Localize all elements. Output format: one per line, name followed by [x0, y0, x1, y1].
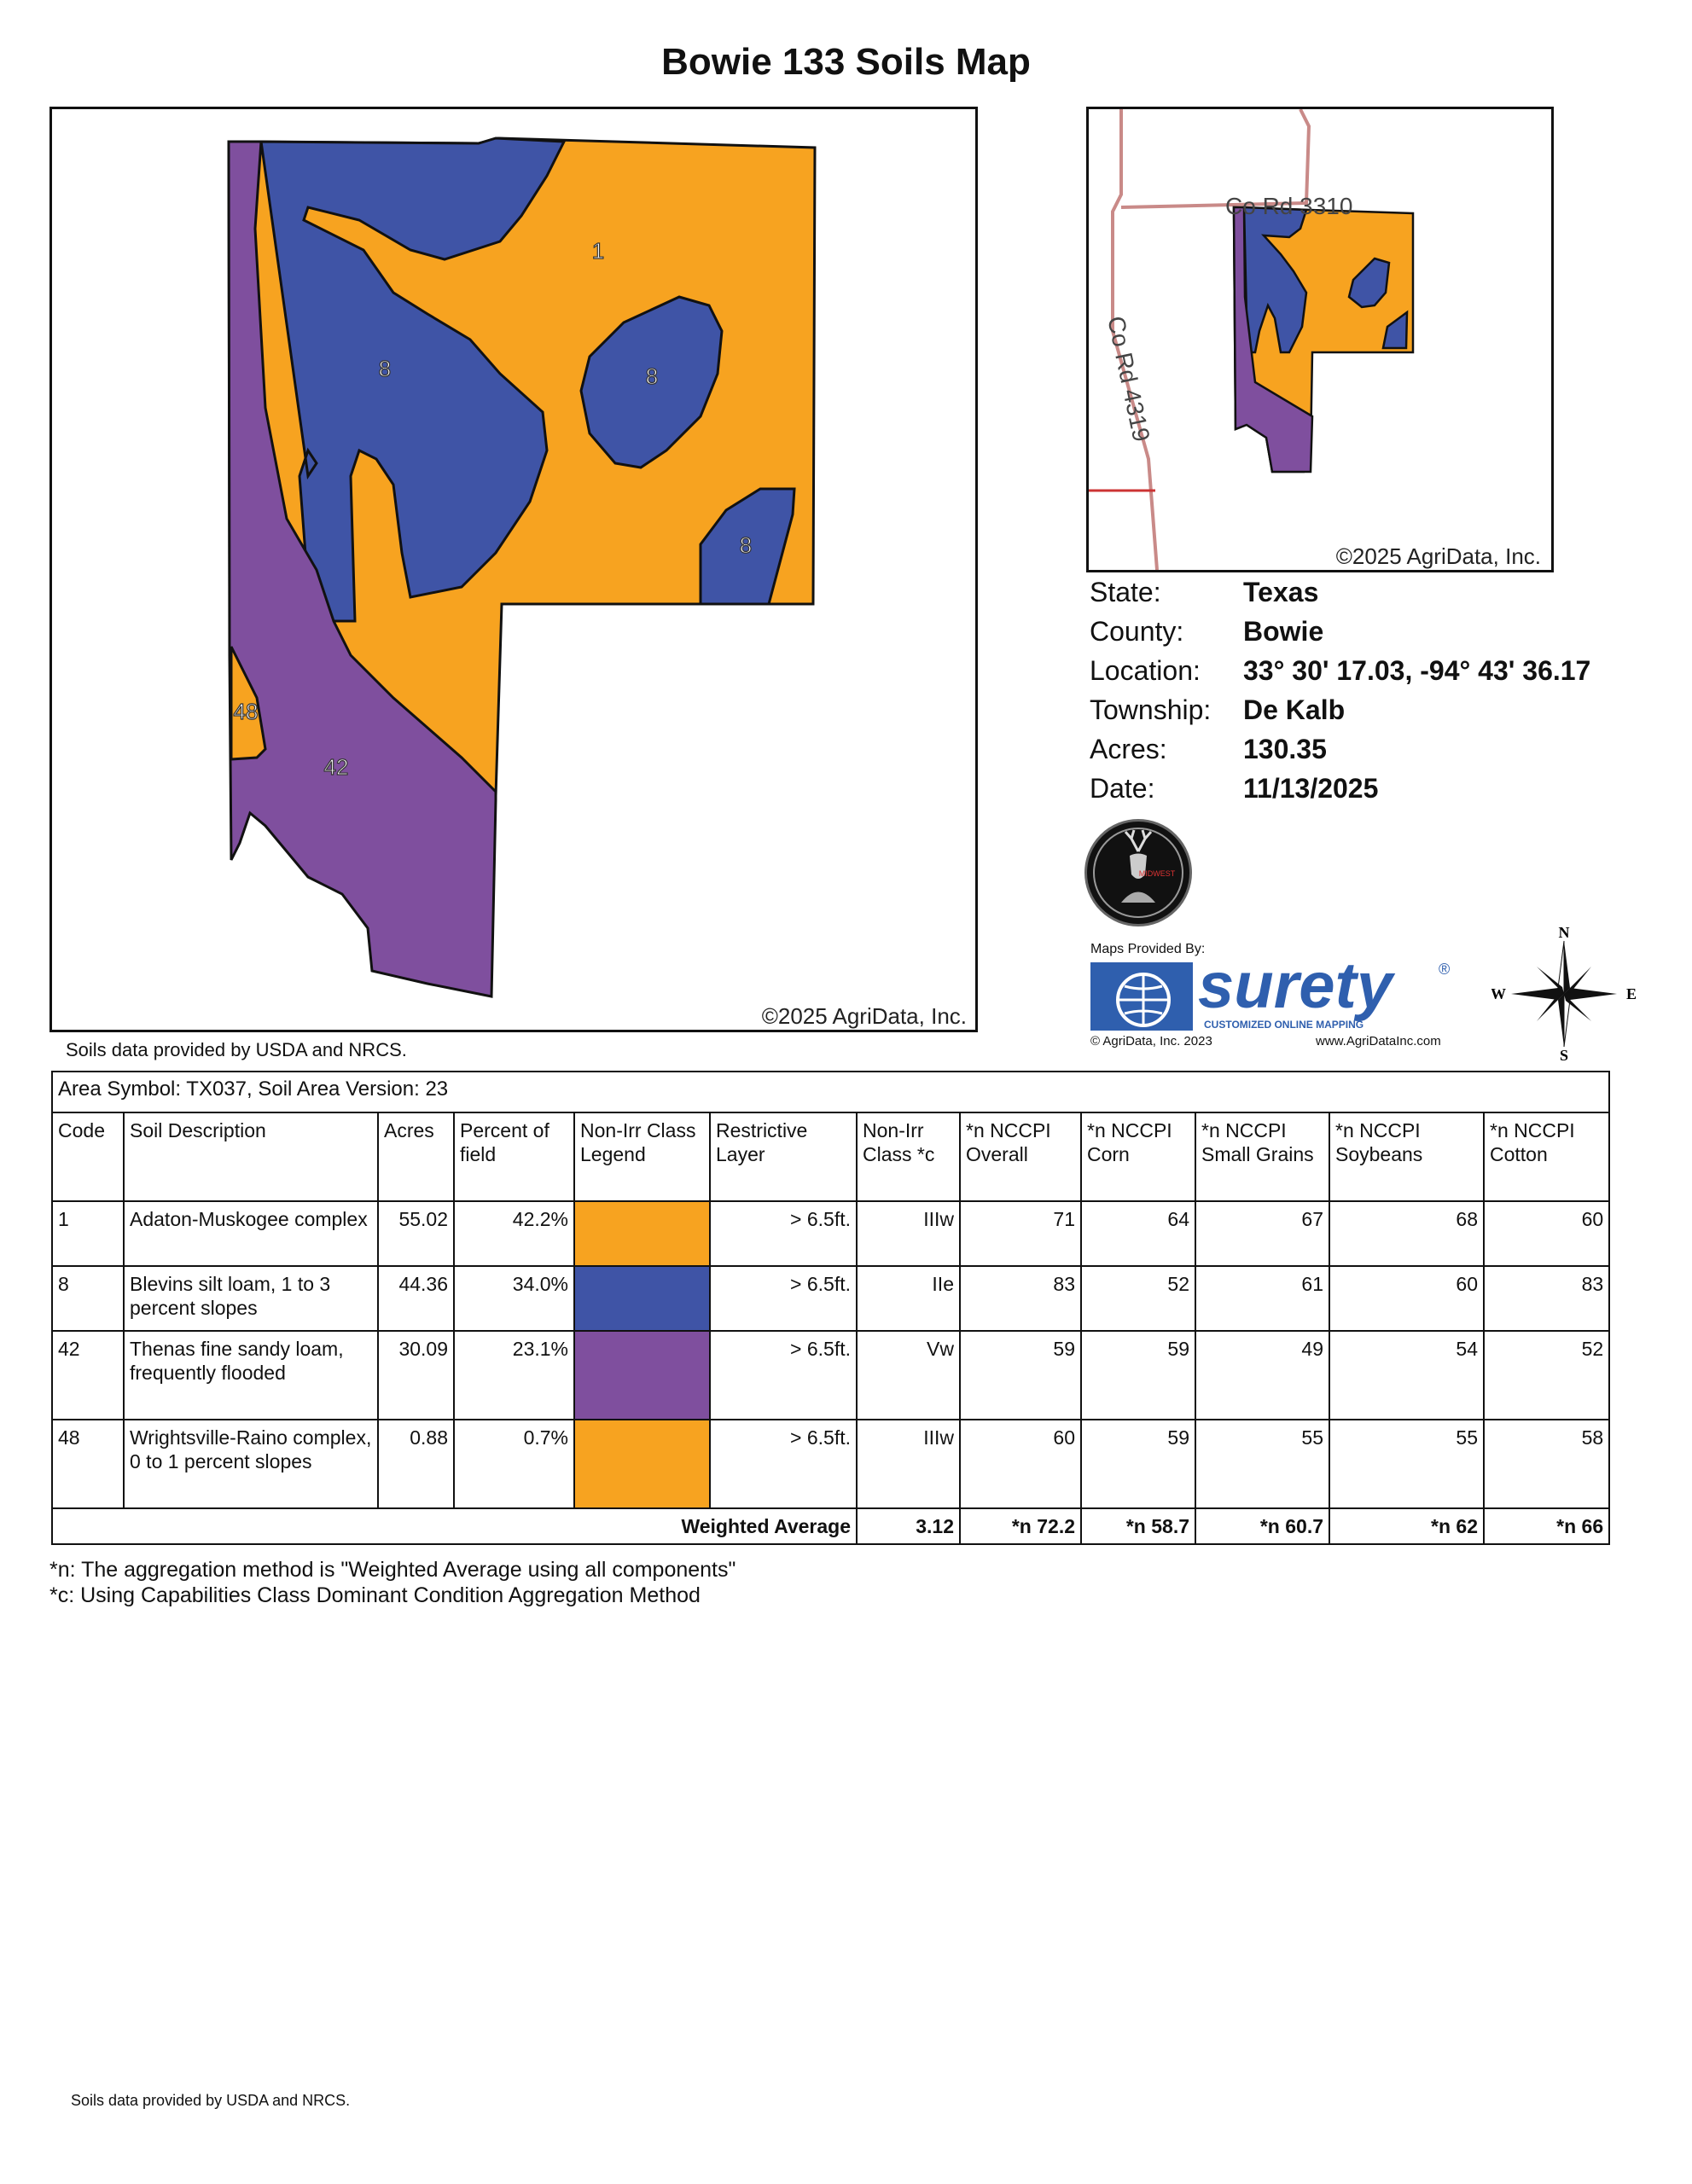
county-label: County: [1090, 616, 1184, 647]
table-row [52, 1331, 1609, 1420]
cell-class: IIIw [857, 1420, 960, 1508]
cell-restrictive: > 6.5ft. [710, 1331, 857, 1420]
cell-class: Vw [857, 1331, 960, 1420]
map-copyright: ©2025 AgriData, Inc. [761, 1003, 967, 1029]
inset-copyright: ©2025 AgriData, Inc. [1335, 543, 1541, 569]
cell-code: 1 [52, 1201, 124, 1266]
township-label: Township: [1090, 694, 1212, 725]
cell-overall: 59 [960, 1331, 1081, 1420]
cell-small-grains: 49 [1195, 1331, 1329, 1420]
cell-corn: 64 [1081, 1201, 1195, 1266]
footnote-c: *c: Using Capabilities Class Dominant Condition Aggregation Method [49, 1583, 701, 1607]
legend-swatch-purple [574, 1331, 710, 1420]
locator-map-canvas [1089, 109, 1551, 570]
surety-copyright: © AgriData, Inc. 2023 [1090, 1034, 1212, 1048]
surety-url: www.AgriDataInc.com [1316, 1034, 1441, 1048]
cell-acres: 44.36 [378, 1266, 454, 1331]
compass-s: S [1559, 1047, 1569, 1062]
surety-logo[interactable] [1089, 942, 1464, 1053]
header-restrictive: Restrictive Layer [710, 1112, 857, 1201]
compass-e: E [1625, 985, 1637, 1002]
header-class: Non-Irr Class *c [857, 1112, 960, 1201]
cell-restrictive: > 6.5ft. [710, 1420, 857, 1508]
badge-text: MIDWEST [1138, 869, 1176, 878]
cell-percent: 34.0% [454, 1266, 574, 1331]
legend-swatch-blue [574, 1266, 710, 1331]
legend-swatch-orange [574, 1201, 710, 1266]
state-value: Texas [1243, 577, 1319, 607]
globe-icon [1090, 962, 1193, 1031]
weighted-small-grains: *n 60.7 [1195, 1508, 1329, 1544]
cell-percent: 42.2% [454, 1201, 574, 1266]
cell-description: Wrightsville-Raino complex, 0 to 1 percent slopes [124, 1420, 378, 1508]
map-label-48: 48 [233, 699, 259, 724]
soils-table [51, 1071, 1610, 1545]
header-nccpi-soybeans: *n NCCPI Soybeans [1329, 1112, 1484, 1201]
deer-badge-logo [1084, 819, 1192, 926]
table-header-row [52, 1112, 1609, 1201]
map-label-42: 42 [323, 754, 349, 780]
compass-rose [1491, 926, 1637, 1062]
locator-map[interactable] [1086, 107, 1554, 572]
cell-description: Thenas fine sandy loam, frequently flooded [124, 1331, 378, 1420]
acres-label: Acres: [1090, 734, 1167, 764]
cell-overall: 83 [960, 1266, 1081, 1331]
soils-map[interactable] [49, 107, 978, 1032]
cell-code: 48 [52, 1420, 124, 1508]
bottom-source-note: Soils data provided by USDA and NRCS. [71, 2092, 351, 2109]
road-label-4319: Co Rd 4319 [1102, 313, 1155, 444]
cell-description: Adaton-Muskogee complex [124, 1201, 378, 1266]
cell-small-grains: 61 [1195, 1266, 1329, 1331]
map-label-8-south: 8 [739, 532, 753, 558]
cell-soybeans: 55 [1329, 1420, 1484, 1508]
cell-soybeans: 60 [1329, 1266, 1484, 1331]
date-label: Date: [1090, 773, 1155, 804]
cell-percent: 23.1% [454, 1331, 574, 1420]
legend-swatch-orange [574, 1420, 710, 1508]
compass-n: N [1558, 926, 1570, 941]
cell-cotton: 58 [1484, 1420, 1609, 1508]
cell-acres: 55.02 [378, 1201, 454, 1266]
compass-w: W [1491, 985, 1506, 1002]
maps-provided-by: Maps Provided By: [1090, 942, 1206, 956]
page-title: Bowie 133 Soils Map [661, 41, 1031, 83]
map-label-8: 8 [378, 356, 392, 381]
cell-soybeans: 54 [1329, 1331, 1484, 1420]
cell-acres: 0.88 [378, 1420, 454, 1508]
cell-description: Blevins silt loam, 1 to 3 percent slopes [124, 1266, 378, 1331]
cell-restrictive: > 6.5ft. [710, 1266, 857, 1331]
county-value: Bowie [1243, 616, 1324, 647]
date-value: 11/13/2025 [1243, 773, 1379, 804]
compass-icon [1491, 926, 1637, 1062]
source-note: Soils data provided by USDA and NRCS. [66, 1039, 407, 1060]
table-row [52, 1201, 1609, 1266]
header-description: Soil Description [124, 1112, 378, 1201]
header-nccpi-overall: *n NCCPI Overall [960, 1112, 1081, 1201]
cell-cotton: 83 [1484, 1266, 1609, 1331]
header-code: Code [52, 1112, 124, 1201]
township-value: De Kalb [1243, 694, 1346, 725]
cell-small-grains: 55 [1195, 1420, 1329, 1508]
header-legend: Non-Irr Class Legend [574, 1112, 710, 1201]
weighted-label: Weighted Average [52, 1508, 857, 1544]
location-label: Location: [1090, 655, 1201, 686]
header-percent: Percent of field [454, 1112, 574, 1201]
map-label-1: 1 [591, 238, 605, 264]
cell-overall: 71 [960, 1201, 1081, 1266]
header-nccpi-small-grains: *n NCCPI Small Grains [1195, 1112, 1329, 1201]
header-nccpi-corn: *n NCCPI Corn [1081, 1112, 1195, 1201]
weighted-overall: *n 72.2 [960, 1508, 1081, 1544]
weighted-corn: *n 58.7 [1081, 1508, 1195, 1544]
weighted-soybeans: *n 62 [1329, 1508, 1484, 1544]
acres-value: 130.35 [1243, 734, 1327, 764]
weighted-average-row [52, 1508, 1609, 1544]
header-acres: Acres [378, 1112, 454, 1201]
cell-code: 8 [52, 1266, 124, 1331]
surety-tagline: CUSTOMIZED ONLINE MAPPING [1204, 1019, 1364, 1031]
cell-corn: 59 [1081, 1331, 1195, 1420]
footnote-n: *n: The aggregation method is "Weighted Average using all components" [49, 1558, 736, 1582]
soils-map-canvas [52, 109, 975, 1030]
cell-restrictive: > 6.5ft. [710, 1201, 857, 1266]
state-label: State: [1090, 577, 1161, 607]
cell-acres: 30.09 [378, 1331, 454, 1420]
cell-soybeans: 68 [1329, 1201, 1484, 1266]
cell-class: IIIw [857, 1201, 960, 1266]
weighted-cotton: *n 66 [1484, 1508, 1609, 1544]
area-symbol: Area Symbol: TX037, Soil Area Version: 23 [52, 1072, 1609, 1112]
cell-class: IIe [857, 1266, 960, 1331]
deer-icon [1087, 822, 1189, 924]
cell-overall: 60 [960, 1420, 1081, 1508]
table-row [52, 1266, 1609, 1331]
cell-small-grains: 67 [1195, 1201, 1329, 1266]
table-row [52, 1420, 1609, 1508]
cell-corn: 52 [1081, 1266, 1195, 1331]
cell-percent: 0.7% [454, 1420, 574, 1508]
location-value: 33° 30' 17.03, -94° 43' 36.17 [1243, 655, 1591, 686]
header-nccpi-cotton: *n NCCPI Cotton [1484, 1112, 1609, 1201]
cell-code: 42 [52, 1331, 124, 1420]
parcel-info [1090, 577, 1590, 812]
cell-cotton: 52 [1484, 1331, 1609, 1420]
road-label-3310: Co Rd 3310 [1225, 193, 1353, 219]
surety-reg: ® [1439, 961, 1451, 978]
cell-cotton: 60 [1484, 1201, 1609, 1266]
cell-corn: 59 [1081, 1420, 1195, 1508]
surety-brand: surety [1198, 950, 1393, 1022]
map-label-8-east: 8 [645, 363, 659, 389]
weighted-class: 3.12 [857, 1508, 960, 1544]
